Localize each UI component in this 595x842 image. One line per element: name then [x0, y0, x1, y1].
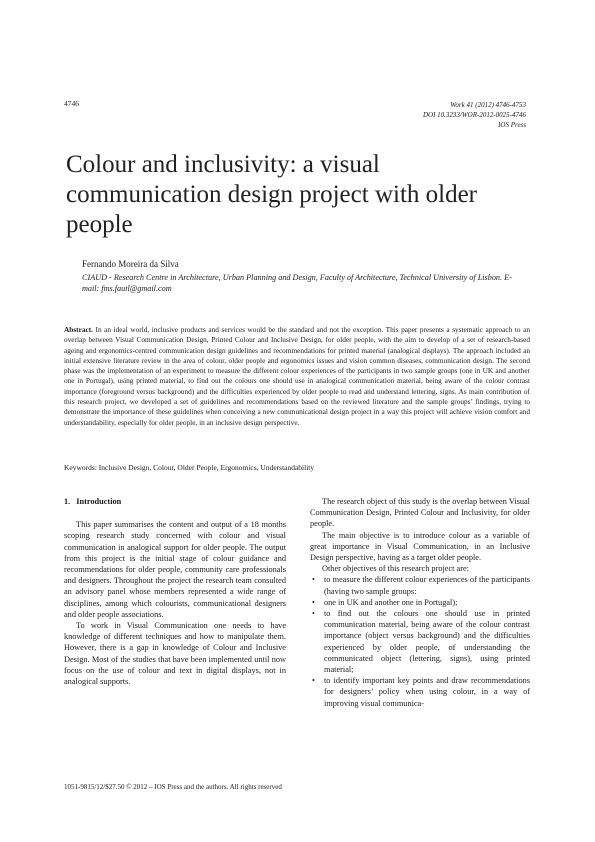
list-item	[310, 597, 530, 608]
section-title: Introduction	[76, 497, 122, 506]
author-affiliation: CIAUD - Research Centre in Architecture, Urban Planning and Design, Faculty of Architecture, Technical University of Lisbon. E-mail: fms.fautl@gmail.com	[82, 273, 512, 293]
abstract-text: In an ideal world, inclusive products and services would be the standard and not the exception. This paper presents a systematic approach to an overlap between Visual Communication Design, Printed Colour and Inclusive Design, for older people, with the aim to develop of a set of research-based ageing and ergonomics-centred communication design guidelines and recommendations for printed material (analogical displays). The approach included an initial extensive literature review in the area of colour, older people and ergonomics issues and vision common diseases, communication design. The second phase was the implementation of an experiment to measure the different colour experiences of the participants in two sample groups (one in UK and another one in Portugal), using printed material, to find out the colours one should use in analogical communication material, being aware of the colour contrast importance (foreground versus background) and the difficulties experienced by older people to read and understand lettering, signs. As main contribution of this research project, we developed a set of guidelines and recommendations based on the reviewed literature and the sample groups’ findings, trying to demonstrate the importance of these guidelines when conceiving a new communicational design project in a way this project will achieve vision comfort and understandability, especially for older people, in an inclusive design perspective.	[64, 325, 530, 427]
author-name: Fernando Moreira da Silva	[82, 259, 179, 269]
bullet-icon: •	[312, 597, 315, 607]
objectives-list	[310, 574, 530, 708]
list-item-text: to measure the different colour experiences of the participants (having two sample groups:	[324, 575, 530, 596]
main-objective-paragraph: The main objective is to introduce colour as a variable of great importance in Visual Communication, in an Inclusive Design perspective, having as a target older people.	[310, 530, 530, 563]
list-item-text: to identify important key points and draw recommendations for designers’ policy when using colour, in a way of improving visual communica-	[324, 676, 530, 708]
page-number: 4746	[64, 99, 79, 108]
journal-doi: DOI 10.3233/WOR-2012-0025-4746	[422, 111, 526, 119]
abstract	[64, 325, 530, 428]
journal-info	[423, 100, 526, 130]
left-column	[64, 496, 286, 687]
bullet-icon: •	[312, 575, 315, 585]
list-item	[310, 675, 530, 709]
copyright-footer: 1051-9815/12/$27.50 © 2012 – IOS Press and the authors. All rights reserved	[64, 783, 282, 791]
journal-citation: Work 41 (2012) 4746-4753	[450, 101, 526, 109]
list-item-text: to find out the colours one should use in printed communication material, being aware of the colour contrast importance (object versus background) and the difficulties experienced by older people, of understanding the communicated object (lettering, signs), using printed material;	[324, 609, 530, 675]
paper-title: Colour and inclusivity: a visual communication design project with older people	[66, 151, 478, 238]
bullet-icon: •	[312, 609, 315, 619]
abstract-label: Abstract.	[64, 325, 93, 334]
list-item	[310, 608, 530, 675]
other-objectives-paragraph: Other objectives of this research project are:	[322, 564, 469, 574]
list-item-text: one in UK and another one in Portugal);	[324, 597, 458, 607]
section-number: 1.	[64, 497, 71, 506]
list-item	[310, 574, 530, 596]
journal-publisher: IOS Press	[498, 121, 526, 129]
intro-paragraph-1: This paper summarises the content and output of a 18 months scoping research study concerned with colour and visual communication in analogical support for older people. The output from this project is the initial stage of colour guidance and recommendations for older people, community care professionals and designers. Throughout the project the research team consulted an advisory panel whose members represented a wide range of disciplines, among which colourists, communicational designers and older people associations.	[64, 520, 286, 619]
right-column	[310, 496, 530, 709]
bullet-icon: •	[312, 676, 315, 686]
research-object-paragraph: The research object of this study is the overlap between Visual Communication Design, Printed Colour and Inclusivity, for older people.	[310, 497, 530, 529]
section-heading	[64, 496, 286, 507]
intro-paragraph-2: To work in Visual Communication one needs to have knowledge of different techniques and how to manipulate them. However, there is a gap in knowledge of Colour and Inclusive Design. Most of the studies that have been implemented until now focus on the use of colour and text in digital displays, not in analogical supports.	[64, 621, 286, 687]
keywords: Keywords: Inclusive Design, Colour, Older People, Ergonomics, Understandability	[64, 463, 315, 472]
